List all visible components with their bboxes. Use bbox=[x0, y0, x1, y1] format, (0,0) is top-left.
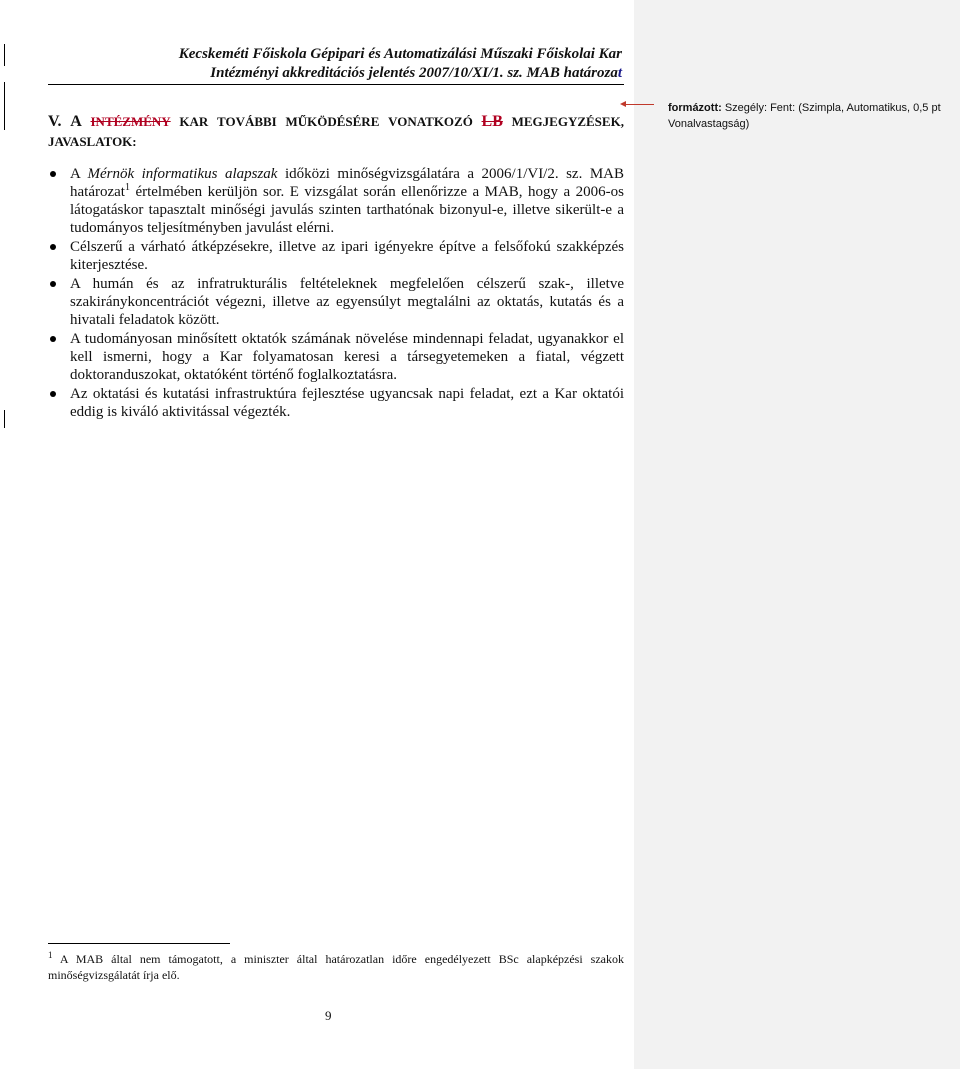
list-item: A humán és az infratrukturális feltételeknek megfelelően célszerű szak-, illetve szakiránykoncentrációt végezni, illetve az egyensúlyt megtalálni az oktatás, kutatás és a hivatali feladatok között. bbox=[48, 275, 624, 329]
footnote-separator bbox=[48, 943, 230, 944]
header-line-1: Kecskeméti Főiskola Gépipari és Automatizálási Műszaki Főiskolai Kar bbox=[178, 46, 622, 62]
section-word: MEGJEGYZÉSEK, bbox=[511, 114, 624, 129]
section-word: TOVÁBBI bbox=[217, 114, 277, 129]
list-item: Az oktatási és kutatási infrastruktúra fejlesztése ugyancsak napi feladat, ezt a Kar oktatói eddig is kiváló aktivitással végezték. bbox=[48, 385, 624, 421]
footnote bbox=[48, 947, 624, 983]
footnote-reference[interactable]: 1 bbox=[124, 182, 130, 193]
comment-connector bbox=[624, 104, 654, 105]
section-title-line-2: JAVASLATOK: bbox=[48, 134, 137, 149]
section-title bbox=[48, 112, 624, 152]
balloon-text: Szegély: Fent: (Szimpla, Automatikus, 0,5 pt Vonalvastagság) bbox=[668, 102, 941, 130]
change-bar bbox=[4, 44, 5, 66]
bullet-icon bbox=[50, 244, 56, 250]
markup-margin-pane bbox=[634, 0, 960, 1069]
header-line-2-insert: t bbox=[617, 65, 622, 81]
bullet-icon bbox=[50, 391, 56, 397]
bullet-icon bbox=[50, 171, 56, 177]
header-line-2: Intézményi akkreditációs jelentés 2007/10/XI/1. sz. MAB határoza bbox=[210, 65, 618, 81]
deleted-text: INTÉZMÉNY bbox=[90, 114, 171, 129]
section-number: V. bbox=[48, 113, 62, 130]
list-item: Célszerű a várható átképzésekre, illetve az ipari igényekre építve a felsőfokú szakképzés kiterjesztése. bbox=[48, 238, 624, 274]
balloon-label: formázott: bbox=[668, 102, 722, 114]
program-name: Mérnök informatikus alapszak bbox=[87, 166, 278, 182]
list-item: A tudományosan minősített oktatók számának növelése mindennapi feladat, ugyanakkor el kell ismerni, hogy a Kar folyamatosan keresi a társegyetemeken a fiatal, végzett doktoranduszokat, oktatóként történő foglalkoztatásra. bbox=[48, 330, 624, 384]
footnote-text: A MAB által nem támogatott, a miniszter által határozatlan időre engedélyezett BSc alapképzési szakok minőségvizsgálatát írja elő. bbox=[48, 952, 624, 982]
footnote-marker: 1 bbox=[48, 950, 53, 960]
bullet-icon bbox=[50, 336, 56, 342]
page-number: 9 bbox=[325, 1008, 332, 1023]
bullet-icon bbox=[50, 281, 56, 287]
recommendation-list bbox=[48, 165, 624, 422]
list-item: A Mérnök informatikus alapszak időközi minőségvizsgálatára a 2006/1/VI/2. sz. MAB határozat$^1$ értelmében kerüljön sor. E vizsgálat során ellenőrizze a MAB, hogy a 2006-os látogatáskor tapasztalt minőségi javulás szinten tarthatónak bizonyul-e, illetve sikerült-e a tudományos teljesítményben javulást elérni. bbox=[48, 165, 624, 237]
comment-anchor-icon bbox=[620, 101, 626, 107]
section-word: A bbox=[70, 113, 82, 130]
header-rule bbox=[48, 84, 624, 85]
change-bar bbox=[4, 410, 5, 428]
page-header bbox=[48, 45, 622, 83]
format-change-balloon[interactable] bbox=[668, 100, 950, 132]
section-word: VONATKOZÓ bbox=[388, 114, 473, 129]
deleted-text: LB bbox=[481, 113, 503, 130]
section-word: MŰKÖDÉSÉRE bbox=[285, 114, 380, 129]
section-word: KAR bbox=[179, 114, 209, 129]
change-bar bbox=[4, 82, 5, 130]
